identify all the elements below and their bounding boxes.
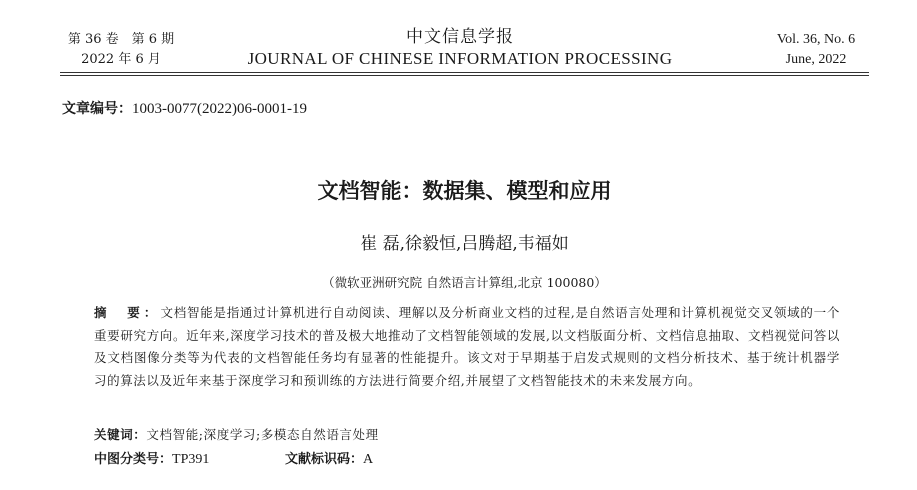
document-code-value: A — [363, 452, 374, 467]
abstract-label: 摘 要： — [94, 305, 161, 320]
document-code-label: 文献标识码： — [285, 452, 364, 467]
header-volume-line: 第 36 卷 第 6 期 — [67, 32, 175, 47]
classification-number — [94, 450, 209, 470]
header-date-line: 2022 年 6 月 — [81, 52, 161, 67]
journal-name-cn: 中文信息学报 — [406, 27, 514, 47]
paper-authors: 崔 磊,徐毅恒,吕腾超,韦福如 — [360, 234, 569, 254]
header-volume-en-line: Vol. 36, No. 6 — [776, 32, 856, 47]
abstract-text: 文档智能是指通过计算机进行自动阅读、理解以及分析商业文档的过程,是自然语言处理和计算机视觉交叉领域的一个重要研究方向。近年来,深度学习技术的普及极大地推动了文档智能领域的发展,以文档版面分析、文档信息抽取、文档视觉问答以及文档图像分类等为代表的文档智能任务均有显著的性能提升。该文对于早期基于启发式规则的文档分析技术、基于统计机器学习的算法以及近年来基于深度学习和预训练的方法进行简要介绍,并展望了文档智能技术的未来发展方向。 — [94, 305, 840, 388]
abstract — [94, 302, 840, 392]
header-rule-bottom — [60, 75, 869, 76]
article-number-value: 1003-0077(2022)06-0001-19 — [132, 101, 307, 117]
keywords-label: 关键词： — [94, 427, 147, 442]
header-rule-top — [60, 72, 869, 73]
keywords — [94, 425, 840, 445]
journal-name-en: JOURNAL OF CHINESE INFORMATION PROCESSING — [247, 49, 673, 68]
paper-title: 文档智能：数据集、模型和应用 — [317, 179, 612, 203]
header-date-en-line: June, 2022 — [785, 52, 847, 67]
classification-label: 中图分类号： — [94, 452, 173, 467]
header-volume-en — [762, 30, 870, 70]
header-journal — [230, 26, 690, 70]
article-number — [62, 99, 307, 119]
classification-value: TP391 — [172, 452, 210, 467]
keywords-text: 文档智能;深度学习;多模态自然语言处理 — [146, 427, 379, 442]
document-code — [285, 450, 373, 470]
paper-affiliation: （微软亚洲研究院 自然语言计算组,北京 100080） — [322, 275, 607, 290]
header-volume-issue — [61, 30, 181, 70]
article-number-label: 文章编号： — [62, 101, 132, 117]
